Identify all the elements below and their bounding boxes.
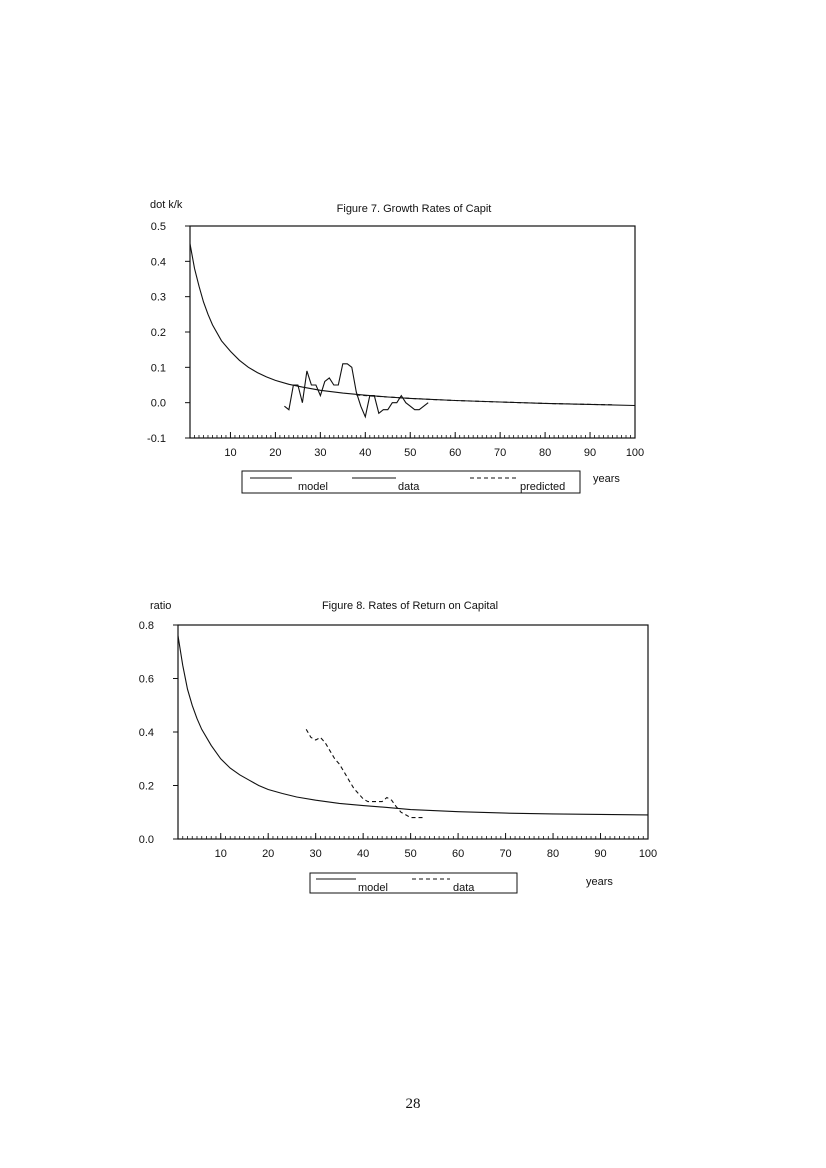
fig8-ylabel: ratio	[150, 600, 172, 612]
fig7-xtick-label: 10	[224, 447, 237, 459]
page-number: 28	[405, 1096, 421, 1112]
fig7-legend-label-model: model	[298, 481, 328, 493]
fig7-ytick-label: -0.1	[147, 433, 166, 445]
fig8-legend-label-model: model	[358, 882, 388, 894]
fig7-ytick-label: 0.2	[150, 327, 166, 339]
fig8-xtick-label: 30	[309, 848, 322, 860]
fig7-series-model-line	[190, 244, 635, 406]
figure-8-chart	[0, 585, 826, 915]
fig8-series-data-line	[306, 729, 425, 817]
fig8-ytick-label: 0.2	[138, 780, 154, 793]
fig7-ytick-label: 0.3	[150, 291, 166, 304]
fig7-title: Figure 7. Growth Rates of Capit	[336, 203, 492, 215]
fig7-xtick-label: 60	[449, 447, 462, 459]
fig8-ytick-label: 0.6	[138, 673, 154, 686]
fig7-xtick-label: 80	[538, 447, 552, 459]
fig8-legend-label-data: data	[453, 882, 475, 894]
fig8-ytick-label: 0.0	[138, 834, 154, 846]
fig8-series-model-line	[178, 636, 648, 815]
fig7-ylabel: dot k/k	[150, 199, 183, 211]
fig7-ytick-label: 0.5	[150, 221, 166, 233]
fig7-legend-label-data: data	[398, 481, 420, 493]
fig7-ytick-label: 0.1	[150, 362, 166, 375]
figure-7-svg	[0, 180, 826, 510]
figure-8-svg	[0, 585, 826, 915]
fig7-legend-label-predicted: predicted	[520, 481, 566, 493]
fig7-ytick-label: 0.0	[150, 397, 166, 410]
fig8-plot-frame	[178, 625, 648, 839]
figure-7-chart	[0, 180, 826, 510]
fig7-xtick-label: 20	[269, 447, 282, 459]
fig7-xtick-label: 30	[314, 447, 327, 459]
fig7-xtick-label: 70	[494, 447, 507, 459]
fig7-xtick-label: 40	[359, 447, 372, 459]
fig7-plot-frame	[190, 226, 635, 438]
fig7-xlabel: years	[593, 473, 620, 485]
fig8-xlabel: years	[586, 876, 613, 888]
fig8-xtick-label: 10	[214, 848, 227, 860]
fig8-xtick-label: 70	[499, 848, 512, 860]
fig8-xtick-label: 40	[357, 848, 370, 860]
fig8-xtick-label: 90	[594, 848, 607, 860]
fig8-title: Figure 8. Rates of Return on Capital	[321, 600, 499, 612]
fig7-series-predicted-line	[356, 395, 612, 405]
fig8-ytick-label: 0.8	[138, 620, 154, 632]
fig7-ytick-label: 0.4	[150, 256, 166, 269]
fig7-series-data-line	[284, 364, 428, 417]
fig7-xtick-label: 90	[583, 447, 597, 459]
fig8-ytick-label: 0.4	[138, 727, 154, 739]
fig8-xtick-label: 20	[262, 848, 275, 860]
fig8-legend-box	[310, 873, 517, 893]
fig8-xtick-label: 80	[546, 848, 560, 860]
fig7-xtick-label: 100	[625, 447, 645, 459]
fig8-xtick-label: 60	[451, 848, 465, 860]
fig7-xtick-label: 50	[404, 447, 417, 459]
fig8-xtick-label: 100	[638, 848, 658, 860]
fig8-xtick-label: 50	[404, 848, 417, 860]
